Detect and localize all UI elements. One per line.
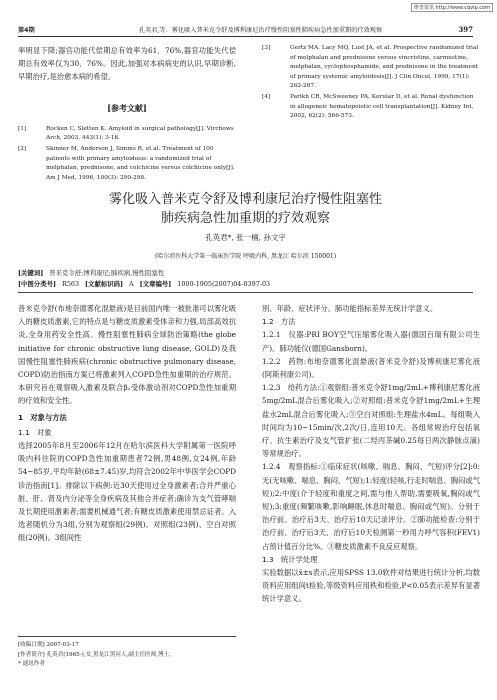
paragraph: 1.2.1 仪器:PRI BOY空气压缩雾化吸入器(德国百瑞有限公司生产)。肺功能仪(德国Gansborn)。 [262, 330, 480, 353]
issue-number: 第4期 [18, 27, 35, 34]
section-heading: 1 对象与方法 [18, 412, 67, 422]
footnote: [收稿日期] 2007-03-17 [作者简介] 孔英君(1965-),女,黑龙江黑河人,副主任医师,博士。 * 通讯作者 [18, 636, 236, 670]
paragraph: 实验数据以x̄±s表示,应用SPSS 13.0软件对结果进行统计分析,均数资料应用组间t检验,等级资料应用秩和检验,P<0.05表示差异有显著统计学意义。 [262, 568, 480, 604]
left-column-top [18, 44, 236, 184]
article-title: 雾化吸入普米克令舒及博利康尼治疗慢性阻塞性 肺疾病急性加重期的疗效观察 [108, 192, 382, 226]
previous-article-text: 率明显下降;器官功能代偿期总有效率为61．76%,器官功能失代偿期总有效率仅为30．76%。因此,加强对本病病史的认识,早期诊断,早期治疗,是治愈本病的希望。 [18, 46, 236, 82]
references-heading: [参考文献] [107, 102, 147, 113]
reference-item: [3] Gertz MA, Lacy MQ, Lust JA, et al. Prospective randomized trial of melphalan and prednisone versus vincristine, carmustine, melphalan, cyclophosphamide, and prednisone in the treatment of primary systemic amyloidosis[J]. J Clin Oncol, 1999, 17(1): 262-267. [262, 45, 479, 90]
subsection-heading: 1.1 对象 [18, 427, 52, 437]
subjects-paragraph: 选择2005年8月至2006年12月在哈尔滨医科大学附属第一医院呼吸内科住院的COPD急性加重期患者72例,男48例,女24例,年龄54~85岁,平均年龄(68±7.45)岁,均符合2002年中华医学会COPD诊治指南[1]。排除以下病例:近30天使用过全身激素者;合并严重心脏、肝、肾及内分泌等全身疾病及其他合并症者;确诊为支气管哮喘及长期使用激素者;需要机械通气者;有糖皮质激素使用禁忌证者。入选者随机分为3组,分别为观察组(29例)、对照组(23例)、空白对照组(20例)。3组间性 [18, 441, 236, 543]
left-column-main [18, 302, 236, 545]
authors: 孔英君*, 张一楠, 孙文宇 [205, 233, 286, 242]
affiliation: (哈尔滨医科大学第一临床医学院 呼吸内科, 黑龙江 哈尔滨 150001) [154, 253, 337, 260]
divider [18, 292, 473, 293]
paragraph: 别、年龄、症状评分、肺功能指标差异无统计学意义。 [262, 304, 438, 313]
intro-paragraph: 普米克令舒(布地奈德雾化混悬液)是目前国内唯一被批准可以雾化吸入的糖皮质激素,它的特点是与糖皮质激素受体亲和力强,局部高效抗炎,全身用药安全性高。慢性阻塞性肺病全球防治策略(the globe initiative for chronic obstructive lung disease, GOLD)及我国慢性阻塞性肺疾病(chronic obstructive pulmonary disease, COPD)防治指南方案已将激素列入COPD急性加重期的治疗规范。本研究旨在观察吸入激素及联合β₂受体激动剂对COPD急性加重期的疗效和安全性。 [18, 304, 236, 406]
page-header [18, 24, 473, 37]
subsection-heading: 1.3 统计学处理 [262, 554, 318, 564]
watermark: 维普资讯 http://www.cqvip.com [411, 3, 493, 12]
paragraph: 1.2.3 给药方法:①观察组:普米克令舒1mg/2mL+博利康尼雾化液5mg/2mL混合后雾化吸入;②对照组:普米克令舒1mg/2mL+生理盐水2mL混合后雾化吸入;③空白对照组:生理盐水4mL。每组吸入时间均为10~15min/次,2次/日,连用10天。各组常规治疗包括氧疗、抗生素治疗及支气管扩张(二羟丙茶碱0.25每日两次静脉点滴)等常规治疗。 [262, 383, 480, 459]
reference-item: [1] Rocken C, Sletten K. Amyloid in surgical pathology[J]. Virchows Arch, 2003, 443(1): 3-16. [18, 125, 234, 142]
right-column-main [262, 302, 480, 606]
right-column-top [262, 44, 480, 123]
running-title: 孔英君,等．雾化吸入普米克令舒及博利康尼治疗慢性阻塞性肺疾病急性加重期的疗效观察 [138, 27, 383, 34]
subsection-heading: 1.2 方法 [262, 317, 296, 327]
page-number: 397 [458, 25, 473, 34]
paragraph: 1.2.2 药物:布地奈德雾化混悬液(普米克令舒)及博利康尼雾化液(阿斯利康公司)。 [262, 356, 480, 380]
reference-item: [2] Skinner M, Anderson J, Simms R, et al. Treatment of 100 patients with primary amyloidosis: a randomized trial of melphalan, prednisone, and colchicine versus colchicine only[J]. Am J Med, 1996, 100(3): 290-298. [18, 146, 235, 181]
paragraph: 1.2.4 观察指标:①临床症状(咳嗽、喘息、胸闷、气短)评分[2]:0:无(无咳嗽、喘息、胸闷、气短);1:轻度(轻咳,行走时喘息、胸闷或气短);2:中度(介于轻度和重度之间,需与他人帮助,需要吸氧,胸闷或气短);3:重度(频繁咳嗽,影响睡眠,休息时喘息、胸闷或气短)。分别于治疗前、治疗后3天、治疗后10天记录评分。②肺功能检查:分别于治疗前、治疗后3天、治疗后10天检测第一秒用力呼气容积(FEV1)占预计值百分比%。③糖皮质激素不良反应观察。 [262, 462, 480, 551]
keywords-block: [关键词] 普米克令舒;博利康尼;肺疾病,慢性阻塞性 [中图分类号] R563 [文献标识码] A [文章编号] 1000-1905(2007)04-0397-03 [18, 269, 271, 288]
reference-item: [4] Parikh CR, McSweeney PA, Korular D, et al. Renal dysfunction in allogeneic hematopoietic cell transplantation[J]. Kidney Int, 2002, 62(2): 566-573. [262, 93, 474, 120]
